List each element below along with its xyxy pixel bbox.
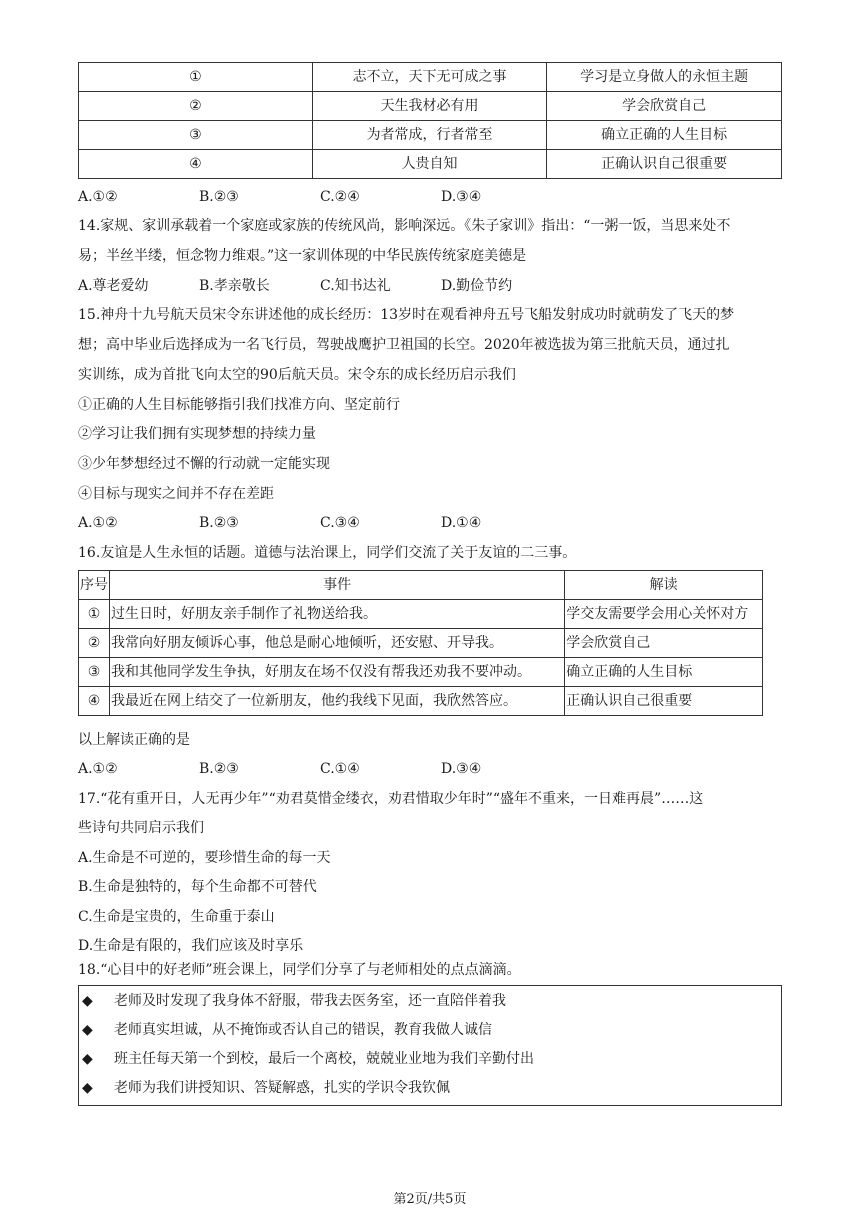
- option-a[interactable]: A.①②: [78, 189, 118, 205]
- table-header-cell: 解读: [565, 571, 763, 600]
- table-row: [79, 658, 763, 687]
- option-d[interactable]: D.勤俭节约: [441, 278, 513, 294]
- diamond-bullet-icon: ◆: [82, 1022, 93, 1038]
- q16-question: 以上解读正确的是: [78, 732, 190, 748]
- table-cell: ②: [79, 629, 110, 658]
- table-row: [79, 629, 763, 658]
- table-cell: 学会欣赏自己: [547, 92, 782, 121]
- q15-options: [78, 513, 562, 533]
- diamond-bullet-icon: ◆: [82, 1080, 93, 1096]
- table-cell: 为者常成，行者常至: [312, 121, 547, 150]
- table-cell: ④: [79, 687, 110, 716]
- table-cell: 学交友需要学会用心关怀对方: [565, 600, 763, 629]
- diamond-bullet-icon: ◆: [82, 1051, 93, 1067]
- q15-statement-1: ①正确的人生目标能够指引我们找准方向、坚定前行: [78, 397, 400, 413]
- table-row: [79, 600, 763, 629]
- table-header-row: [79, 571, 763, 600]
- table-row: [79, 92, 782, 121]
- diamond-bullet-icon: ◆: [82, 993, 93, 1009]
- q14-options: [78, 276, 562, 296]
- option-c[interactable]: C.①④: [320, 761, 360, 777]
- table-cell: 学会欣赏自己: [565, 629, 763, 658]
- q13-table: [78, 62, 782, 179]
- table-cell: 正确认识自己很重要: [547, 150, 782, 179]
- table-row: [79, 150, 782, 179]
- table-cell: ①: [79, 600, 110, 629]
- option-a[interactable]: A.①②: [78, 761, 118, 777]
- option-c[interactable]: C.③④: [320, 515, 360, 531]
- q13-options: [78, 187, 562, 207]
- table-cell: 确立正确的人生目标: [565, 658, 763, 687]
- list-item: ◆ 老师为我们讲授知识、答疑解惑，扎实的学识令我钦佩: [82, 1080, 450, 1096]
- table-cell: 志不立，天下无可成之事: [312, 63, 547, 92]
- table-header-cell: 事件: [109, 571, 564, 600]
- q15-stem-line-2: 想；高中毕业后选择成为一名飞行员，驾驶战鹰护卫祖国的长空。2020年被选拔为第三批航天员，通过扎: [78, 337, 730, 353]
- q15-stem-line-1: 15.神舟十九号航天员宋令东讲述他的成长经历：13岁时在观看神舟五号飞船发射成功时就萌发了飞天的梦: [78, 307, 735, 323]
- option-d[interactable]: D.生命是有限的，我们应该及时享乐: [78, 938, 304, 954]
- q15-stem-line-3: 实训练，成为首批飞向太空的90后航天员。宋令东的成长经历启示我们: [78, 367, 516, 383]
- table-cell: ④: [79, 150, 313, 179]
- option-d[interactable]: D.①④: [441, 515, 482, 531]
- list-item: ◆ 老师及时发现了我身体不舒服，带我去医务室，还一直陪伴着我: [82, 993, 506, 1009]
- q15-statement-4: ④目标与现实之间并不存在差距: [78, 486, 274, 502]
- q18-bullet-box: [78, 985, 782, 1106]
- q15-statement-2: ②学习让我们拥有实现梦想的持续力量: [78, 426, 316, 442]
- q15-statement-3: ③少年梦想经过不懈的行动就一定能实现: [78, 456, 330, 472]
- q16-options: [78, 759, 562, 779]
- table-cell: 我常向好朋友倾诉心事，他总是耐心地倾听，还安慰、开导我。: [109, 629, 564, 658]
- option-b[interactable]: B.孝亲敬长: [199, 278, 270, 294]
- table-cell: 人贵自知: [312, 150, 547, 179]
- q14-stem-line-1: 14.家规、家训承载着一个家庭或家族的传统风尚，影响深远。《朱子家训》指出：“一粥一饭，当思来处不: [78, 218, 731, 234]
- option-c[interactable]: C.知书达礼: [320, 278, 391, 294]
- q17-stem-line-1: 17.“花有重开日，人无再少年”“劝君莫惜金缕衣，劝君惜取少年时”“盛年不重来，一日难再晨”……这: [78, 791, 704, 807]
- option-b[interactable]: B.生命是独特的，每个生命都不可替代: [78, 879, 317, 895]
- list-item: ◆ 老师真实坦诚，从不掩饰或否认自己的错误，教育我做人诚信: [82, 1022, 492, 1038]
- option-d[interactable]: D.③④: [441, 189, 482, 205]
- table-cell: ①: [79, 63, 313, 92]
- table-cell: 天生我材必有用: [312, 92, 547, 121]
- option-a[interactable]: A.尊老爱幼: [78, 278, 149, 294]
- option-a[interactable]: A.①②: [78, 515, 118, 531]
- table-cell: ②: [79, 92, 313, 121]
- q16-stem: 16.友谊是人生永恒的话题。道德与法治课上，同学们交流了关于友谊的二三事。: [78, 545, 577, 561]
- table-cell: 学习是立身做人的永恒主题: [547, 63, 782, 92]
- option-b[interactable]: B.②③: [199, 189, 239, 205]
- q16-table: [78, 570, 763, 716]
- table-cell: 我最近在网上结交了一位新朋友，他约我线下见面，我欣然答应。: [109, 687, 564, 716]
- table-cell: 正确认识自己很重要: [565, 687, 763, 716]
- q17-stem-line-2: 些诗句共同启示我们: [78, 820, 204, 836]
- table-row: [79, 63, 782, 92]
- option-b[interactable]: B.②③: [199, 761, 239, 777]
- table-cell: ③: [79, 658, 110, 687]
- option-a[interactable]: A.生命是不可逆的，要珍惜生命的每一天: [78, 850, 331, 866]
- list-item: ◆ 班主任每天第一个到校，最后一个离校，兢兢业业地为我们辛勤付出: [82, 1051, 534, 1067]
- option-d[interactable]: D.③④: [441, 761, 482, 777]
- page-footer: 第2页/共5页: [393, 1192, 467, 1207]
- table-cell: 过生日时，好朋友亲手制作了礼物送给我。: [109, 600, 564, 629]
- option-b[interactable]: B.②③: [199, 515, 239, 531]
- q14-stem-line-2: 易；半丝半缕，恒念物力维艰。”这一家训体现的中华民族传统家庭美德是: [78, 248, 527, 264]
- table-cell: 我和其他同学发生争执，好朋友在场不仅没有帮我还劝我不要冲动。: [109, 658, 564, 687]
- table-row: [79, 687, 763, 716]
- option-c[interactable]: C.②④: [320, 189, 360, 205]
- table-cell: 确立正确的人生目标: [547, 121, 782, 150]
- table-row: [79, 121, 782, 150]
- option-c[interactable]: C.生命是宝贵的，生命重于泰山: [78, 909, 275, 925]
- q18-stem: 18.“心目中的好老师”班会课上，同学们分享了与老师相处的点点滴滴。: [78, 962, 521, 978]
- table-cell: ③: [79, 121, 313, 150]
- table-header-cell: 序号: [79, 571, 110, 600]
